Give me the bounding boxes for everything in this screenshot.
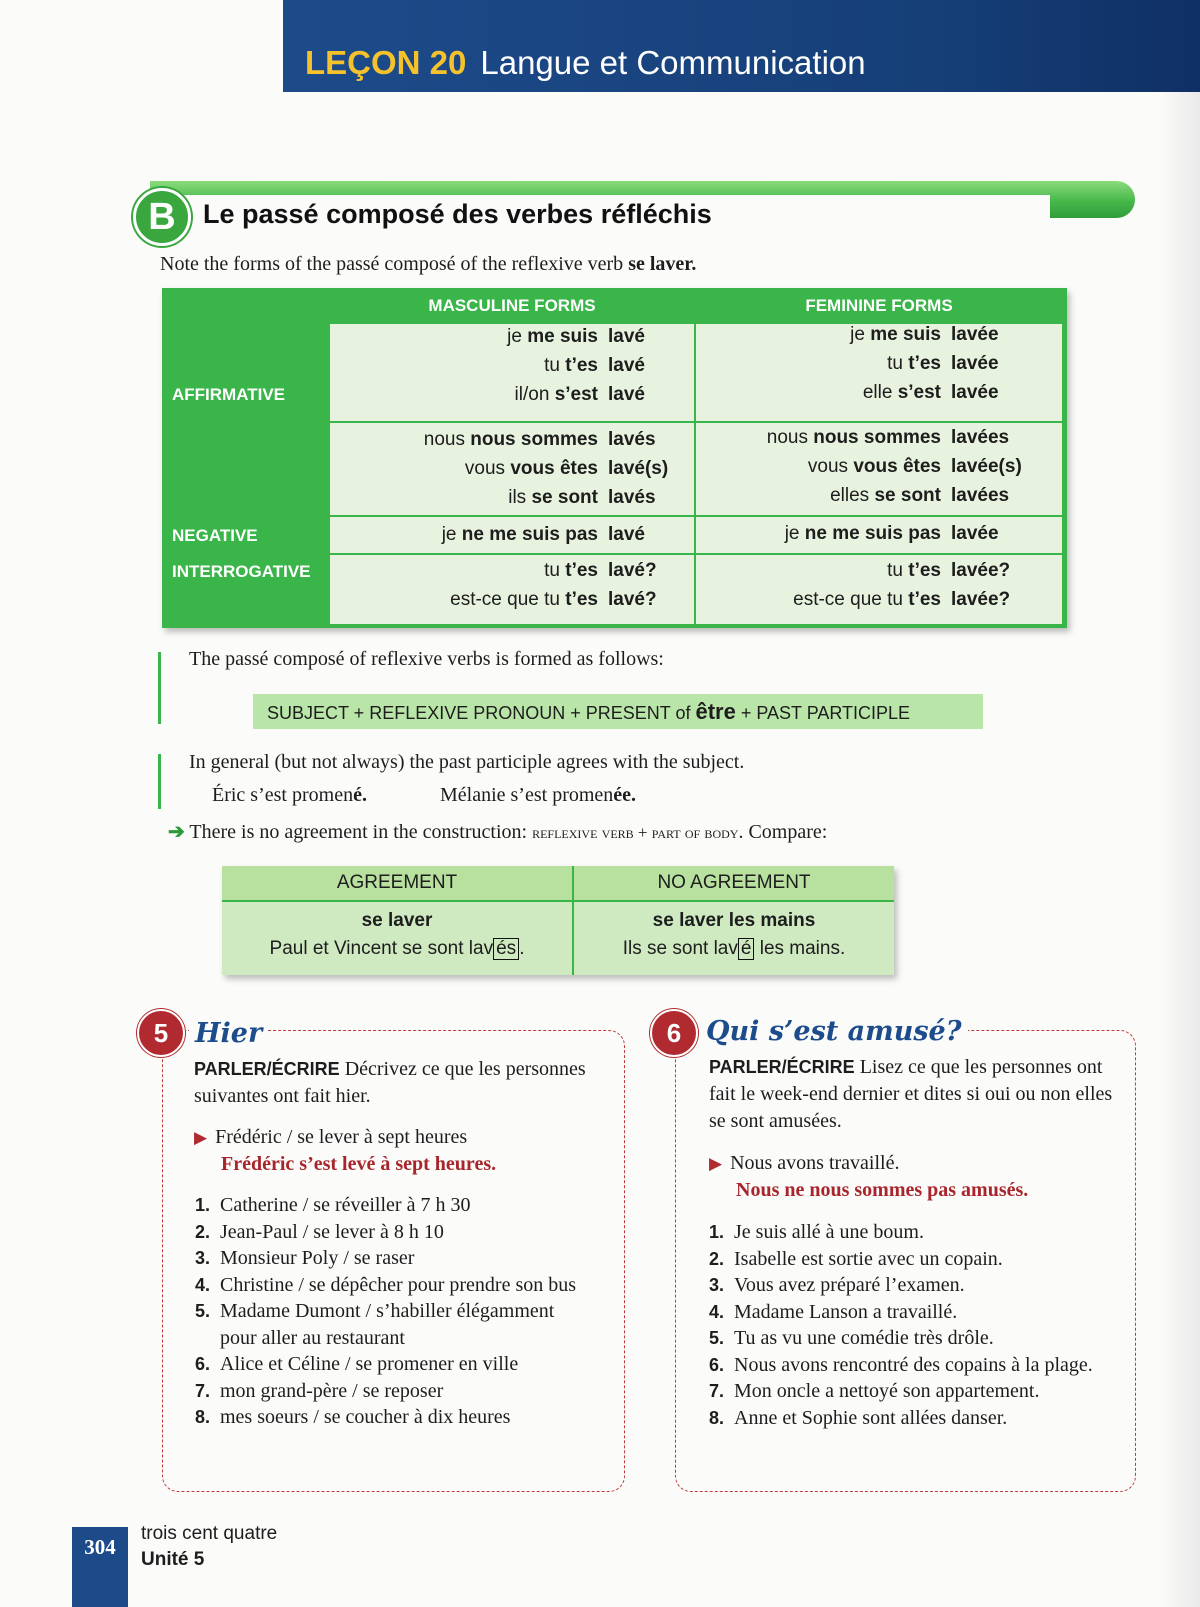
conjugation-line — [696, 519, 999, 548]
past-participle: lavée — [951, 523, 999, 544]
agreement-accent-bar — [158, 754, 161, 809]
exercise-item — [709, 1378, 1114, 1405]
reflexive-auxiliary: me suis — [527, 326, 598, 347]
no-agreement-rule — [168, 819, 827, 844]
exercise-item — [195, 1245, 590, 1272]
past-participle: lavée(s) — [951, 456, 1022, 477]
past-participle: lavée? — [951, 560, 1011, 581]
subject: je — [441, 524, 462, 545]
no-agreement-ending-box: é — [738, 938, 755, 960]
formula-post: + PAST PARTICIPLE — [735, 703, 911, 723]
conjugation-line — [330, 380, 645, 409]
exercise-6-items — [709, 1219, 1114, 1431]
exercise-item — [709, 1405, 1114, 1432]
past-participle: lavé — [608, 524, 645, 545]
no-agreement-header: NO AGREEMENT — [574, 866, 894, 900]
subject-pronoun — [330, 585, 598, 614]
subject-pronoun — [696, 556, 941, 585]
masc-plural-forms — [330, 425, 668, 512]
item-number: 2. — [709, 1248, 725, 1269]
agreement-ending-box: és — [493, 938, 519, 960]
fem-singular-forms — [696, 320, 999, 407]
example-eric — [212, 784, 367, 807]
exercise-item — [709, 1352, 1114, 1379]
agreement-row-divider — [222, 900, 894, 902]
no-agreement-example-stem: Ils se sont lav — [622, 938, 738, 959]
subject: vous — [807, 456, 854, 477]
conjugation-line — [330, 425, 668, 454]
no-agree-text: There is no agreement in the construction: — [189, 821, 533, 843]
subject-pronoun — [696, 481, 941, 510]
conjugation-line — [330, 351, 645, 380]
subject: tu — [544, 560, 566, 581]
conjugation-line — [696, 349, 999, 378]
exercise-6-model-answer: Nous ne nous sommes pas amusés. — [736, 1179, 1029, 1201]
past-participle: lavées — [951, 485, 1010, 506]
item-text: Christine / se dépêcher pour prendre son bus — [220, 1273, 577, 1296]
item-text: mon grand-père / se reposer — [220, 1379, 444, 1402]
subject-pronoun — [696, 519, 941, 548]
affirmative-label: AFFIRMATIVE — [172, 385, 286, 404]
subject: elles — [830, 485, 875, 506]
subject: je — [507, 326, 528, 347]
table-row-divider — [330, 553, 1062, 555]
item-text: Mon oncle a nettoyé son appartement. — [734, 1380, 1040, 1402]
exercise-5-items — [195, 1192, 590, 1431]
exercise-6-model — [709, 1150, 1028, 1204]
reflexive-auxiliary: se sont — [531, 487, 598, 508]
subject-pronoun — [696, 378, 941, 407]
page-number-words: trois cent quatre — [141, 1523, 278, 1544]
exercise-item — [709, 1219, 1114, 1246]
exercise-item — [195, 1192, 590, 1219]
reflexive-auxiliary: se sont — [874, 485, 941, 506]
subject-pronoun — [696, 349, 941, 378]
past-participle: lavé — [608, 326, 645, 347]
formula-etre: être — [695, 699, 736, 724]
subject-pronoun — [330, 520, 598, 549]
subject-pronoun — [330, 454, 598, 483]
formula-pre: SUBJECT + REFLEXIVE PRONOUN + PRESENT of — [267, 703, 696, 723]
lesson-number: LEÇON 20 — [305, 44, 467, 81]
feminine-header: FEMININE FORMS — [805, 296, 953, 315]
item-text: Madame Dumont / s’habiller élégamment pour aller au restaurant — [220, 1300, 555, 1349]
lesson-header-title — [305, 44, 866, 82]
item-number: 7. — [195, 1380, 211, 1401]
agreement-example — [222, 935, 572, 963]
item-number: 3. — [195, 1248, 211, 1268]
exercise-5-model — [194, 1124, 496, 1178]
exercise-6-instruction-text: Lisez ce que les personnes ont fait le week-end dernier et dites si oui ou non elles se sont amusées. — [709, 1056, 1113, 1132]
exercise-item — [195, 1404, 590, 1431]
past-participle: lavées — [951, 427, 1010, 448]
subject: je — [784, 523, 805, 544]
item-number: 4. — [709, 1301, 725, 1322]
past-participle: lavés — [608, 429, 656, 450]
item-text: Jean-Paul / se lever à 8 h 10 — [220, 1220, 444, 1243]
exercise-item — [709, 1246, 1114, 1273]
past-participle: lavé? — [608, 560, 657, 581]
reflexive-auxiliary: vous êtes — [853, 456, 941, 477]
exercise-6-model-prompt: Nous avons travaillé. — [730, 1152, 900, 1174]
masc-negative-form — [330, 520, 645, 549]
subject: tu — [544, 355, 566, 376]
subject: nous — [766, 427, 814, 448]
reflexive-auxiliary: t’es — [565, 560, 598, 581]
exercise-5-model-answer: Frédéric s’est levé à sept heures. — [221, 1153, 497, 1175]
item-number: 4. — [195, 1274, 211, 1295]
item-text: Alice et Céline / se promener en ville — [220, 1353, 519, 1375]
item-text: Anne et Sophie sont allées danser. — [734, 1406, 1008, 1429]
item-number: 6. — [195, 1354, 211, 1374]
reflexive-auxiliary: s’est — [897, 382, 941, 403]
item-number: 2. — [195, 1221, 211, 1242]
conjugation-line — [330, 483, 668, 512]
item-number: 1. — [195, 1195, 211, 1215]
conjugation-line — [330, 322, 645, 351]
section-title: Le passé composé des verbes réfléchis — [203, 199, 712, 229]
exercise-item — [195, 1378, 590, 1405]
subject: il/on — [514, 384, 555, 405]
example-melanie — [440, 784, 636, 807]
exercise-6-instruction — [709, 1054, 1119, 1135]
reflexive-auxiliary: t’es — [908, 589, 941, 610]
no-agreement-example — [574, 935, 894, 963]
subject: est-ce que tu — [793, 589, 909, 610]
example-eric-ending: é. — [353, 784, 367, 806]
exercise-6-number: 6 — [650, 1009, 698, 1057]
subject: je — [850, 324, 871, 345]
subject: nous — [423, 429, 471, 450]
fem-plural-forms — [696, 423, 1022, 510]
reflexive-auxiliary: s’est — [554, 384, 598, 405]
item-text: Monsieur Poly / se raser — [220, 1247, 415, 1269]
item-number: 8. — [709, 1407, 725, 1428]
no-agreement-example-end: les mains. — [754, 938, 846, 959]
item-number: 6. — [709, 1354, 725, 1375]
item-number: 5. — [709, 1328, 725, 1348]
lesson-title: Langue et Communication — [480, 44, 866, 81]
reflexive-auxiliary: vous êtes — [510, 458, 598, 479]
conjugation-line — [330, 454, 668, 483]
exercise-5-skill: PARLER/ÉCRIRE — [194, 1059, 340, 1079]
item-text: Tu as vu une comédie très drôle. — [734, 1327, 994, 1349]
masc-singular-forms — [330, 322, 645, 409]
interrogative-label: INTERROGATIVE — [172, 562, 311, 581]
example-eric-stem: Éric s’est promen — [212, 784, 354, 806]
note-verb: se laver. — [628, 253, 697, 275]
conjugation-line — [696, 585, 1010, 614]
conjugation-line — [330, 556, 657, 585]
item-text: mes soeurs / se coucher à dix heures — [220, 1406, 511, 1428]
fem-negative-form — [696, 519, 999, 548]
past-participle: lavée? — [951, 589, 1011, 610]
note-text: Note the forms of the passé composé of the reflexive verb — [160, 253, 629, 275]
item-text: Nous avons rencontré des copains à la plage. — [734, 1353, 1093, 1376]
subject-pronoun — [696, 423, 941, 452]
reflexive-auxiliary: t’es — [565, 355, 598, 376]
conjugation-line — [696, 423, 1022, 452]
item-text: Isabelle est sortie avec un copain. — [734, 1247, 1003, 1270]
subject-pronoun — [696, 320, 941, 349]
item-number: 8. — [195, 1407, 211, 1427]
subject: ils — [508, 487, 532, 508]
subject: tu — [887, 353, 909, 374]
exercise-item — [195, 1272, 590, 1299]
subject-pronoun — [696, 585, 941, 614]
agreement-example-stem: Paul et Vincent se sont lav — [269, 938, 494, 959]
exercise-item — [709, 1299, 1114, 1326]
item-number: 3. — [709, 1275, 725, 1295]
item-text: Je suis allé à une boum. — [734, 1221, 924, 1243]
subject: est-ce que tu — [450, 589, 566, 610]
exercise-item — [195, 1219, 590, 1246]
section-letter-badge: B — [133, 188, 191, 246]
past-participle: lavé? — [608, 589, 657, 610]
reflexive-forms-table — [162, 288, 1067, 628]
agreement-compare-table — [222, 866, 894, 975]
no-agreement-verb: se laver les mains — [652, 910, 816, 931]
item-number: 7. — [709, 1381, 725, 1401]
subject: tu — [887, 560, 909, 581]
exercise-item — [195, 1298, 590, 1351]
conjugation-line — [696, 378, 999, 407]
exercise-item — [709, 1325, 1114, 1352]
no-agree-compare: . Compare: — [738, 821, 828, 843]
subject-pronoun — [330, 380, 598, 409]
play-triangle-icon: ▶ — [709, 1154, 723, 1173]
exercise-6-title: Qui s’est amusé? — [700, 1016, 968, 1047]
conjugation-line — [696, 320, 999, 349]
conjugation-line — [696, 556, 1010, 585]
item-text: Vous avez préparé l’examen. — [734, 1274, 965, 1296]
item-text: Madame Lanson a travaillé. — [734, 1300, 958, 1323]
item-number: 1. — [709, 1222, 725, 1242]
subject-pronoun — [330, 556, 598, 585]
subject: vous — [464, 458, 511, 479]
masculine-header: MASCULINE FORMS — [428, 296, 596, 315]
fem-interrogative-forms — [696, 556, 1010, 614]
no-agree-construction: reflexive verb + part of body — [532, 823, 739, 842]
subject-pronoun — [330, 483, 598, 512]
conjugation-line — [696, 481, 1022, 510]
agreement-example-end: . — [519, 938, 525, 959]
example-melanie-stem: Mélanie s’est promen — [440, 784, 614, 806]
reflexive-auxiliary: ne me suis pas — [804, 523, 941, 544]
agreement-header: AGREEMENT — [222, 866, 572, 900]
green-arrow-icon: ➔ — [168, 821, 185, 843]
play-triangle-icon: ▶ — [194, 1128, 208, 1147]
formula-box — [253, 694, 983, 729]
reflexive-auxiliary: me suis — [870, 324, 941, 345]
reflexive-auxiliary: nous sommes — [813, 427, 941, 448]
reflexive-auxiliary: ne me suis pas — [461, 524, 598, 545]
section-note — [160, 253, 696, 276]
example-melanie-ending: ée. — [613, 784, 637, 806]
reflexive-auxiliary: t’es — [908, 353, 941, 374]
past-participle: lavée — [951, 353, 999, 374]
exercise-5-instruction-text: Décrivez ce que les personnes suivantes ont fait hier. — [194, 1058, 586, 1107]
conjugation-line — [330, 520, 645, 549]
formed-text: The passé composé of reflexive verbs is formed as follows: — [189, 648, 664, 670]
past-participle: lavée — [951, 382, 999, 403]
conjugation-line — [696, 452, 1022, 481]
subject: elle — [862, 382, 898, 403]
rule-accent-bar — [158, 652, 161, 724]
item-number: 5. — [195, 1301, 211, 1321]
page-edge-shadow — [1160, 0, 1200, 1607]
exercise-item — [709, 1272, 1114, 1299]
page-number: 304 — [84, 1535, 116, 1559]
subject-pronoun — [330, 351, 598, 380]
subject-pronoun — [330, 425, 598, 454]
exercise-5-instruction — [194, 1056, 604, 1110]
exercise-5-title: Hier — [189, 1018, 268, 1049]
past-participle: lavée — [951, 324, 999, 345]
negative-label: NEGATIVE — [172, 526, 258, 545]
item-text: Catherine / se réveiller à 7 h 30 — [220, 1194, 471, 1216]
reflexive-auxiliary: t’es — [565, 589, 598, 610]
table-row-divider — [330, 515, 1062, 517]
reflexive-auxiliary: nous sommes — [470, 429, 598, 450]
unit-label: Unité 5 — [141, 1549, 205, 1570]
exercise-6-skill: PARLER/ÉCRIRE — [709, 1057, 855, 1077]
agreement-rule-text: In general (but not always) the past participle agrees with the subject. — [189, 751, 745, 773]
past-participle: lavé — [608, 384, 645, 405]
subject-pronoun — [696, 452, 941, 481]
past-participle: lavé — [608, 355, 645, 376]
past-participle: lavés — [608, 487, 656, 508]
exercise-item — [195, 1351, 590, 1378]
masc-interrogative-forms — [330, 556, 657, 614]
reflexive-auxiliary: t’es — [908, 560, 941, 581]
exercise-5-number: 5 — [137, 1009, 185, 1057]
subject-pronoun — [330, 322, 598, 351]
exercise-5-model-prompt: Frédéric / se lever à sept heures — [215, 1126, 468, 1148]
conjugation-line — [330, 585, 657, 614]
agreement-verb: se laver — [361, 910, 433, 931]
past-participle: lavé(s) — [608, 458, 669, 479]
